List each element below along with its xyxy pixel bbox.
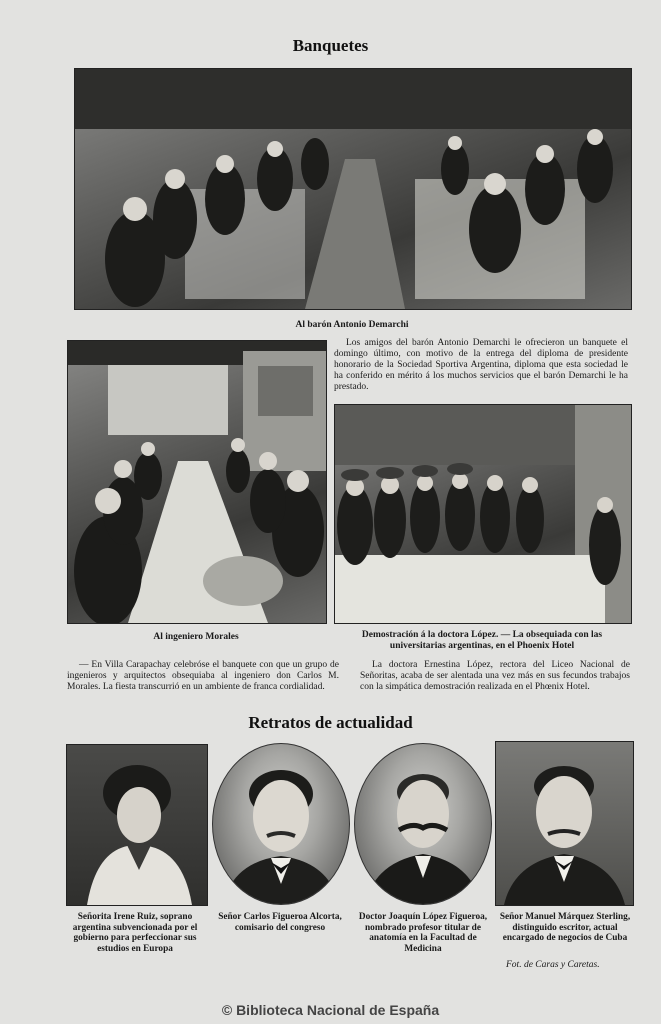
text-demarchi: Los amigos del barón Antonio Demarchi le ofrecieron un banquete el domingo último, con motivo de la entrega del diploma de presidente honorario de la Sociedad Sportiva Argentina, diploma que esta sociedad le ha conferido en mérito á los muchos servicios que el barón Demarchi le ha prestado. bbox=[334, 338, 628, 392]
library-watermark: © Biblioteca Nacional de España bbox=[221, 1002, 440, 1018]
portrait-lopez-figueroa bbox=[354, 743, 492, 905]
caption-marquez-sterling: Señor Manuel Márquez Sterling, distinguido escritor, actual encargado de negocios de Cuba bbox=[499, 912, 631, 943]
photo-demarchi-banquet bbox=[74, 68, 632, 310]
section-title-retratos: Retratos de actualidad bbox=[248, 713, 413, 732]
caption-figueroa-alcorta: Señor Carlos Figueroa Alcorta, comisario del congreso bbox=[218, 912, 342, 933]
caption-demarchi: Al barón Antonio Demarchi bbox=[295, 320, 409, 330]
villa-banquet-image bbox=[68, 341, 326, 623]
man-portrait-image bbox=[213, 744, 349, 904]
photo-lopez-reception bbox=[334, 404, 632, 624]
photo-morales-banquet bbox=[67, 340, 327, 624]
man-portrait-image-2 bbox=[355, 744, 491, 904]
banquet-hall-image bbox=[75, 69, 631, 309]
man-portrait-image-3 bbox=[496, 742, 633, 905]
caption-irene-ruiz: Señorita Irene Ruiz, soprano argentina subvencionada por el gobierno para perfeccionar sus estudios en Europa bbox=[72, 912, 198, 954]
portrait-figueroa-alcorta bbox=[212, 743, 350, 905]
photo-credit: Fot. de Caras y Caretas. bbox=[506, 960, 600, 970]
phoenix-hotel-image bbox=[335, 405, 631, 623]
portrait-irene-ruiz bbox=[66, 744, 208, 906]
caption-lopez-figueroa: Doctor Joaquín López Figueroa, nombrado profesor titular de anatomía en la Facultad de Medicina bbox=[358, 912, 488, 954]
text-morales: — En Villa Carapachay celebróse el banquete con que un grupo de ingenieros y arquitectos obsequiaba al ingeniero don Carlos M. Morales. La fiesta transcurrió en un ambiente de franca cordialidad. bbox=[67, 660, 339, 692]
portrait-marquez-sterling bbox=[495, 741, 634, 906]
woman-portrait-image bbox=[67, 745, 207, 905]
caption-lopez: Demostración á la doctora López. — La obsequiada con las universitarias argentinas, en el Phoenix Hotel bbox=[361, 630, 603, 651]
text-lopez: La doctora Ernestina López, rectora del Liceo Nacional de Señoritas, acaba de ser alentada una vez más en sus fecundos trabajos con la simpática demostración realizada en el Phœnix Hotel. bbox=[360, 660, 630, 692]
section-title-banquetes: Banquetes bbox=[292, 36, 369, 55]
caption-morales: Al ingeniero Morales bbox=[153, 632, 239, 642]
